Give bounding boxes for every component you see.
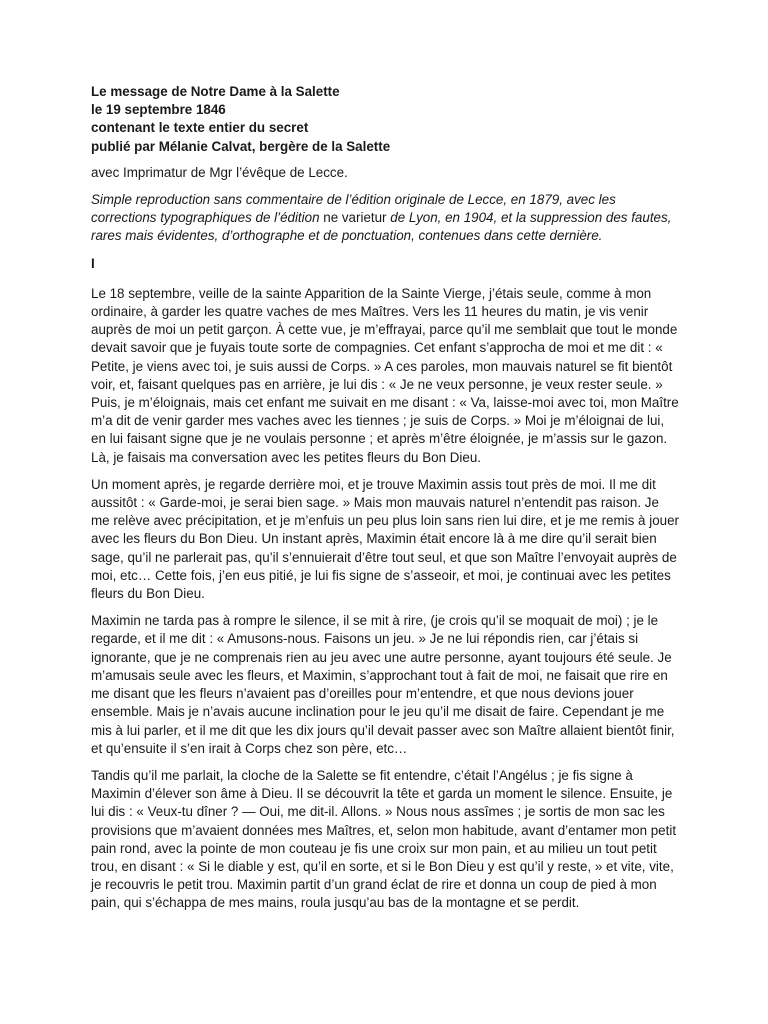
edition-note-part-3: de Lyon, en 1904, et la suppression des fautes, rares mais évidentes, d’orthographe et de ponctuation, contenues dans cette dernière. <box>91 210 672 244</box>
publisher-line: publié par Mélanie Calvat, bergère de la Salette <box>91 138 391 154</box>
edition-note-part-2: ne varietur <box>319 210 391 226</box>
date-line: le 19 septembre 1846 <box>91 102 226 118</box>
title-line: Le message de Notre Dame à la Salette <box>91 84 340 99</box>
edition-note-part-1: Simple reproduction sans commentaire de l’édition originale de Lecce, en 1879, avec les corrections typographiques de l’édition <box>91 192 616 226</box>
document-page <box>91 83 681 913</box>
body-paragraph: Le 18 septembre, veille de la sainte Apparition de la Sainte Vierge, j’étais seule, comme à mon ordinaire, à garder les quatre vaches de mes Maîtres. Vers les 11 heures du matin, je vis venir auprès de moi un petit garçon. À cette vue, je m’effrayai, parce qu’il me semblait que tout le monde devait savoir que je fuyais toute sorte de compagnies. Cet enfant s’approcha de moi et me dit : « Petite, je viens avec toi, je suis aussi de Corps. » A ces paroles, mon mauvais naturel se fit bientôt voir, et, faisant quelques pas en arrière, je lui dis : « Je ne veux personne, je veux rester seule. » Puis, je m’éloignais, mais cet enfant me suivait en me disant : « Va, laisse-moi avec toi, mon Maître m’a dit de venir garder mes vaches avec les tiennes ; je suis de Corps. » Moi je m’éloignai de lui, en lui faisant signe que je ne voulais personne ; et après m’être éloignée, je m’assis sur le gazon. Là, je faisais ma conversation avec les petites fleurs du Bon Dieu. <box>91 285 679 465</box>
edition-note <box>91 191 681 246</box>
imprimatur-text: avec Imprimatur de Mgr l’évêque de Lecce. <box>91 164 348 180</box>
body-paragraph: Un moment après, je regarde derrière moi, et je trouve Maximin assis tout près de moi. Il me dit aussitôt : « Garde-moi, je serai bien sage. » Mais mon mauvais naturel n’entendit pas raison. Je me relève avec précipitation, et je m’enfuis un peu plus loin sans rien lui dire, et je me remis à jouer avec les fleurs du Bon Dieu. Un instant après, Maximin était encore là à me dire qu’il serait bien sage, qu’il ne parlerait pas, qu’il s’ennuierait d’être tout seul, et que son Maître l’envoyait auprès de moi, etc… Cette fois, j’en eus pitié, je lui fis signe de s’asseoir, et moi, je continuai avec les petites fleurs du Bon Dieu. <box>91 476 679 602</box>
body-paragraph: Maximin ne tarda pas à rompre le silence, il se mit à rire, (je crois qu’il se moquait de moi) ; je le regarde, et il me dit : « Amusons-nous. Faisons un jeu. » Je ne lui répondis rien, car j’étais si ignorante, que je ne comprenais rien au jeu avec une autre personne, ayant toujours été seule. Je m’amusais seule avec les fleurs, et Maximin, s’approchant tout à fait de moi, ne faisait que rire en me disant que les fleurs n’avaient pas d’oreilles pour m’entendre, et que nous devions jouer ensemble. Mais je n’avais aucune inclination pour le jeu qu’il me disait de faire. Cependant je me mis à lui parler, et il me dit que les dix jours qu’il devait passer avec son Maître allaient bientôt finir, et qu’ensuite il s’en irait à Corps chez son père, etc… <box>91 613 675 756</box>
section-number: I <box>91 255 95 271</box>
body-paragraph: Tandis qu’il me parlait, la cloche de la Salette se fit entendre, c’était l’Angélus ; je fis signe à Maximin d’élever son âme à Dieu. Il se découvrit la tête et garda un moment le silence. Ensuite, je lui dis : « Veux-tu dîner ? — Oui, me dit-il. Allons. » Nous nous assîmes ; je sortis de mon sac les provisions que m’avaient données mes Maîtres, et, selon mon habitude, avant d’entamer mon petit pain rond, avec la pointe de mon couteau je fis une croix sur mon pain, et au milieu un tout petit trou, en disant : « Si le diable y est, qu’il en sorte, et si le Bon Dieu y est qu’il y reste, » et vite, vite, je recouvris le petit trou. Maximin partit d’un grand éclat de rire et donna un coup de pied à mon pain, qui s’échappa de mes mains, roula jusqu’au bas de la montagne et se perdit. <box>91 767 677 911</box>
document-title-block <box>91 83 681 156</box>
subtitle-line: contenant le texte entier du secret <box>91 120 309 136</box>
